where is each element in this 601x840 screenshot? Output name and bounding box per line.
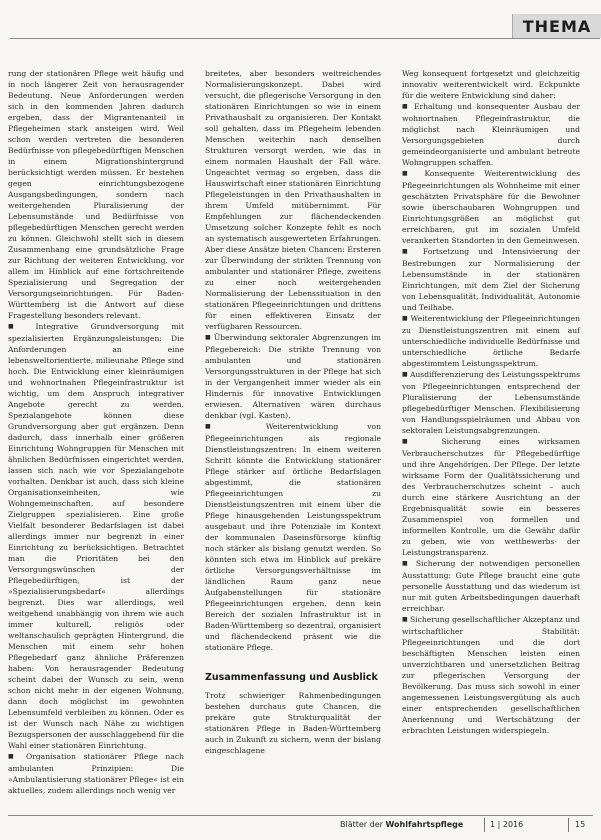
bullet-paragraph: ■ Sicherung gesellschaftlicher Akzeptanz und wirtschaftlicher Stabilität: Pflegeeinrichtungen und die dort beschäftigten Menschen leisten einen unverzichtbaren und unersetzlichen Beitrag zur pflegerischen Versorgung der Bevölkerung. Das muss sich sowohl in einer angemessenen Leistungsvergütung als auch einer entsprechenden gesellschaftlichen Anerkennung und Wertschätzung der erbrachten Leistungen widerspiegeln. — [402, 614, 580, 736]
bullet-paragraph: ■ Weiterentwicklung von Pflegeeinrichtungen als regionale Dienstleistungszentren: In einem weiteren Schritt könnte die Entwicklung stationärer Pflege stärker auf örtliche Bedarfslagen abgestimmt, die stationären Pflegeeinrichtungen zu Dienstleistungszentren mit einem über die Pflege hinausgehenden Leistungsspektrum ausgebaut und ihre Potenziale im Kontext der kommunalen Daseinsfürsorge künftig noch stärker als bislang genutzt werden. So könnten sich etwa im Hinblick auf prekäre örtliche Versorgungsverhältnisse im ländlichen Raum ganz neue Aufgabenstellungen für stationäre Pflegeeinrichtungen ergeben, denn kein Bereich der sozialen Infrastruktur ist in Baden-Württemberg so dezentral, organisiert und flächendeckend präsent wie die stationäre Pflege. — [205, 421, 381, 653]
bullet-paragraph: ■ Sicherung eines wirksamen Verbraucherschutzes für Pflegebedürftige und ihre Angehörigen. Der Pflege. Der letzte wirksame Form der Qualitätssicherung und des Verbraucherschutzes scheint – auch durch eine stärkere Ausrichtung an der Ergebnisqualität sowie ein besseres Zusammenspiel von formellen und informellen Kontrolle, um die Gewähr dafür zu geben, wie von wettbewerbs- der Leistungstransparenz. — [402, 436, 580, 558]
paragraph: Trotz schwieriger Rahmenbedingungen bestehen durchaus gute Chancen, die prekäre gute Strukturqualität der stationären Pflege in Baden-Württemberg auch in Zukunft zu sichern, wenn der bislang eingeschlagene — [205, 691, 381, 755]
bullet-paragraph: ■ Fortsetzung und Intensivierung der Bestrebungen zur Normalisierung der Lebensumstände in der stationären Einrichtungen, mit dem Ziel der Sicherung von Lebensqualität, Individualität, Autonomie und Teilhabe. — [402, 246, 580, 313]
issue-number: 1 | 2016 — [490, 820, 524, 829]
bullet-paragraph: ■ Erhaltung und konsequenter Ausbau der wohnortnahen Pflegeinfrastruktur, die möglichst nach Kleinräumigen und Versorgungsgebieten durch gemeindeorganisierte und ambulant betreute Wohngruppen schaffen. — [402, 101, 580, 168]
text-column-2 — [205, 68, 381, 808]
paragraph: rung der stationären Pflege weit häufig und in noch längerer Zeit von herausragender Bedeutung. Neue Anforderungen werden sich in den kommenden Jahren dadurch ergeben, dass der Migrantenanteil in Pflegeheimen stark ansteigen wird. Weil schon werden vertreten die besonderen Bedürfnisse von pflegebedürftigen Menschen in einem Migrationshintergrund berücksichtigt werden müssen. Er bestehen gegen einrichtungsbezogene Ausgangsbedingungen, sondern nach weitergehenden Pluralisierung der Lebensumstände und Bedürfnisse von pflegebedürftigen Menschen gerecht werden zu können. Gleichwohl stellt sich in diesem Zusammenhang eine grundsätzliche Frage zur Richtung der weiteren Entwicklung, vor allem im Hinblick auf eine fortschreitende Spezialisierung und Segregation der Versorgungseinrichtungen. Für Baden-Württemberg ist die Antwort auf diese Fragestellung besonders relevant. — [8, 69, 184, 320]
footer-divider — [8, 815, 593, 816]
page-footer — [0, 818, 590, 834]
bullet-paragraph: ■ Überwindung sektoraler Abgrenzungen im Pflegebereich: Die strikte Trennung von ambulanten und stationären Versorgungsstrukturen in der Pflege hat sich in der Vergangenheit immer wieder als ein Hindernis für innovative Entwicklungen erwiesen. Alternativen wären durchaus denkbar (vgl. Kasten). — [205, 332, 381, 421]
journal-title — [340, 820, 463, 829]
text-column-1 — [8, 68, 184, 808]
paragraph: Weg konsequent fortgesetzt und gleichzeitig innovativ weiterentwickelt wird. Eckpunkte für die weitere Entwicklung sind daher: — [402, 69, 580, 100]
header-divider — [10, 38, 600, 39]
bullet-paragraph: ■ Konsequente Weiterentwicklung des Pflegeeinrichtungen als Wohnheime mit einer geschätzten Privatsphäre für die Bewohner sowie überschaubaren Wohngruppen und Einrichtungsgrößen an möglichst gut erreichbaren, gut im sozialen Umfeld verankerten Standorten in den Gemeinwesen. — [402, 168, 580, 246]
footer-separator — [484, 818, 485, 832]
page-number: 15 — [575, 820, 586, 829]
footer-separator — [568, 818, 569, 832]
section-heading: Zusammenfassung und Ausblick — [205, 672, 378, 683]
bullet-paragraph: ■ Organisation stationärer Pflege nach ambulanten Prinzipien: Die »Ambulantisierung stationärer Pflege« ist ein aktuelles, zudem allerdings noch wenig ver — [8, 751, 184, 796]
journal-prefix: Blätter der — [340, 820, 386, 829]
journal-name: Wohlfahrtspflege — [385, 820, 464, 829]
section-label: THEMA — [512, 14, 601, 38]
bullet-paragraph: ■ Integrative Grundversorgung mit spezialisierten Ergänzungsleistungen: Die Anforderungen an eine lebensweltorientierte, milieunahe Pflege sind hoch. Die Entwicklung einer kleinräumigen und wohnortnahen Pflegeinfrastruktur ist wichtig, um dem Anspruch integrativer Angebote gerecht zu werden. Spezialangebote können diese Grundversorgung aber gut ergänzen. Denn dadurch, dass innerhalb einer größeren Einrichtung Wohngruppen für Menschen mit ähnlichen Bedürfnissen eingerichtet werden, lassen sich nach wie vor Spezialangebote vorhalten. Denkbar ist auch, dass sich kleine Organisationseinheiten, wie Wohngemeinschaften, auf besondere Zielgruppen spezialisieren. Eine große Vielfalt besonderer Bedarfslagen ist dabei allerdings immer nur begrenzt in einer Einrichtung zu berücksichtigen. Betrachtet man die Prioritäten bei den Versorgungswünschen der Pflegebedürftigen, ist der »Spezialisierungsbedarf« allerdings begrenzt. Dies war allerdings, weil weitgehend unabhängig von ihrem wie auch immer kulturell, religiös oder weltanschaulich geprägten Hintergrund, die Menschen mit einem sehr hohen Pflegebedarf ganz ähnliche Präferenzen haben: Von herausragender Bedeutung scheint dabei der Wunsch zu sein, wenn schon nicht mehr in der eigenen Wohnung, dann doch möglichst im gewohnten Lebensumfeld verbleiben zu können. Oder es ist der Wunsch nach Nähe zu wichtigen Bezugspersonen der ausschlaggebend für die Wahl einer stationären Einrichtung. — [8, 321, 184, 751]
bullet-paragraph: ■ Ausdifferenzierung des Leistungsspektrums von Pflegeeinrichtungen entsprechend der Pluralisierung der Lebensumstände pflegebedürftiger Menschen. Flexibilisierung von Handlungsspielräumen und Abbau von sektoralen Leistungsabgrenzungen. — [402, 369, 580, 436]
text-column-3 — [402, 68, 580, 808]
column-2-body — [205, 68, 382, 652]
bullet-paragraph: ■ Weiterentwicklung der Pflegeeinrichtungen zu Dienstleistungszentren mit einem auf unterschiedliche individuelle Bedürfnisse und unterschiedliche örtliche Bedarfe abgestimmtem Leistungsspektrum. — [402, 313, 580, 369]
paragraph: breitetes, aber besonders weitreichendes Normalisierungskonzept. Dabei wird versucht, die pflegerische Versorgung in den stationären Einrichtungen so wie in einem Privathaushalt zu organisieren. Der Kontakt soll gehalten, dass im Pflegeheim lebenden Menschen weiterhin nach denselben Strukturen versorgt werden, wie das in einem normalen Haushalt der Fall wäre. Ungeachtet vermag so ergeben, dass die Hauswirtschaft einer stationären Einrichtung Pflegeleistungen in den Privathaushalten in ihrem Umfeld mitübernimmt. Für Empfehlungen zur flächendeckenden Umsetzung solcher Konzepte fehlt es noch an systematisch ausgewerteten Erfahrungen. Aber diese Ansätze bieten Chancen: Ersteren zur Überwindung der strikten Trennung von ambulanter und stationärer Pflege, zweitens zu einer noch weitergehenden Normalisierung der Lebenssituation in den stationären Pflegeeinrichtungen und drittens für einen effektiveren Einsatz der verfügbaren Ressourcen. — [205, 69, 381, 331]
bullet-paragraph: ■ Sicherung der notwendigen personellen Ausstattung: Gute Pflege braucht eine gute personelle Ausstattung und das wiederum ist nur mit guten Arbeitsbedingungen dauerhaft erreichbar. — [402, 558, 580, 614]
